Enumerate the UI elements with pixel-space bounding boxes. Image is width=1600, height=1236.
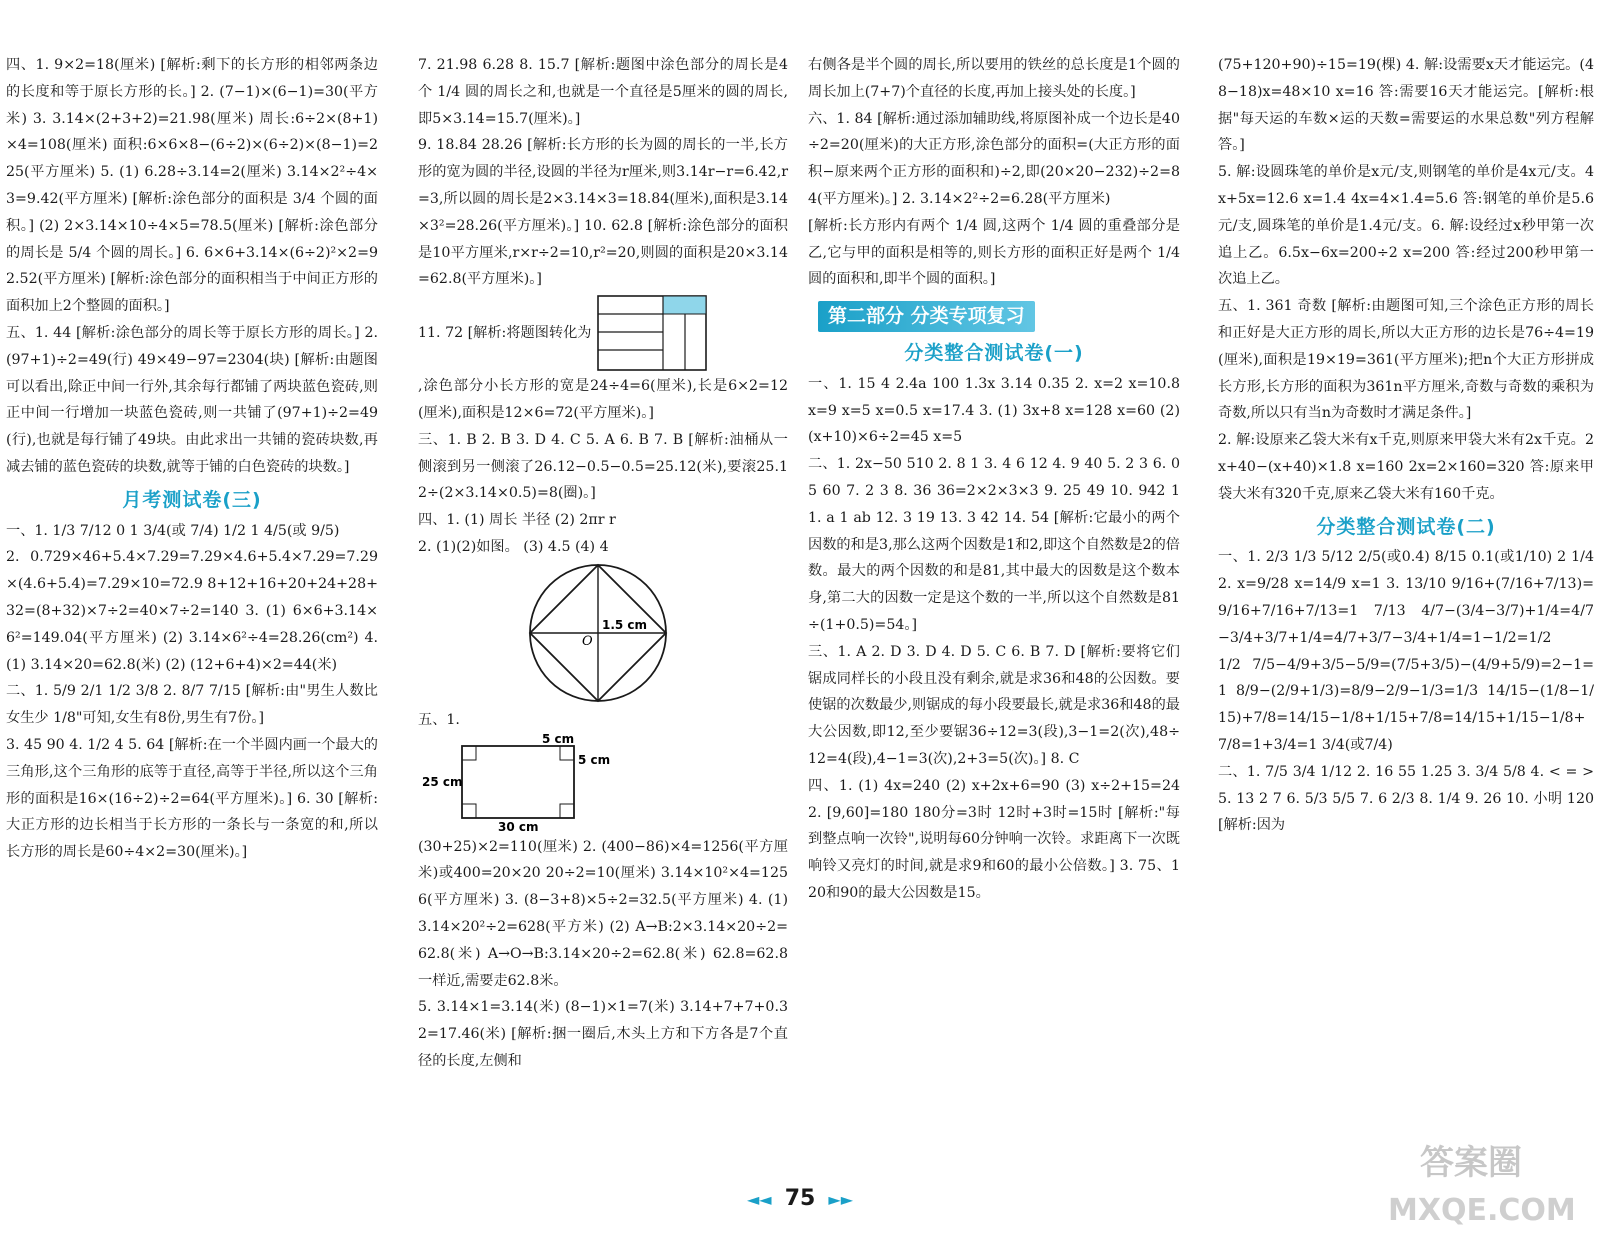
section-title: 分类整合测试卷(一) [904, 341, 1084, 364]
answer-block: 9. 18.84 28.26 [解析:长方形的长为圆的周长的一半,长方形的宽为圆的半径,设圆的半径为r厘米,则3.14r−r=6.42,r=3,所以圆的周长是2×3.14×3=18.84(厘米),面积是3.14×3²=28.26(平方厘米)。] 10. 62.8 [解析:涂色部分的面积是10平方厘米,r×r÷2=10,r²=20,则圆的面积是20×3.14=62.8(平方厘米)。] [418, 137, 788, 288]
answer-block: 二、1. 2x−50 510 2. 8 1 3. 4 6 12 4. 9 40 5. 2 3 6. 0 5 60 7. 2 3 8. 36 36=2×2×3×3 9. 25 49 10. 942 11. a 1 ab 12. 3 19 13. 3 42 14. 54 [解析:它最小的两个因数的和是3,那么这两个因数是1和2,即这个自然数是2的倍数。最大的两个因数的和是81,其中最大的因数是这个数本身,第二大的因数一定是这个数的一半,所以这个自然数是81÷(1+0.5)=54。] [808, 456, 1180, 633]
answer-block: (30+25)×2=110(厘米) 2. (400−86)×4=1256(平方厘米)或400=20×20 20÷2=10(厘米) 3.14×10²×4=1256(平方厘米) 3. (8−3+8)×5÷2=32.5(平方厘米) 4. (1) 3.14×20²÷2=628(平方米) (2) A→B:2×3.14×20÷2=62.8(米) A→O→B:3.14×20÷2=62.8(米) 62.8=62.8 一样近,需要走62.8米。 [418, 838, 788, 989]
page-footer [0, 1186, 1600, 1211]
answer-block: 三、1. B 2. B 3. D 4. C 5. A 6. B 7. B [解析:油桶从一侧滚到另一侧滚了26.12−0.5−0.5=25.12(米),要滚25.12÷(2×3.14×0.5)=8(圈)。] [418, 431, 788, 502]
rectangle-corners-figure [418, 734, 788, 834]
bottom-dim-label: 30 cm [498, 819, 539, 834]
answer-block: 四、1. 9×2=18(厘米) [解析:剩下的长方形的相邻两条边的长度和等于原长方形的长。] 2. (7−1)×(6−1)=30(平方米) 3. 3.14×(2+3+2)=21.98(厘米) 周长:6÷2×(8+1)×4=108(厘米) 面积:6×6×8−(6÷2)×(6÷2)×(8−1)=225(平方厘米) 5. (1) 6.28÷3.14=2(厘米) 3.14×2²÷4×3=9.42(平方厘米) [解析:涂色部分的面积是 3/4 个圆的面积。] (2) 2×3.14×10÷4×5=78.5(厘米) [解析:涂色部分的周长是 5/4 个圆的周长。] 6. 6×6+3.14×(6÷2)²×2=92.52(平方厘米) [解析:涂色部分的面积相当于中间正方形的面积加上2个整圆的面积。] [6, 57, 378, 315]
answer-block: 5. 解:设圆珠笔的单价是x元/支,则钢笔的单价是4x元/支。4x+5x=12.6 x=1.4 4x=4×1.4=5.6 答:钢笔的单价是5.6元/支,圆珠笔的单价是1.4元/支。6. 解:设经过x秒甲第一次追上乙。6.5x−6x=200÷2 x=200 答:经过200秒甲第一次追上乙。 [1218, 164, 1594, 288]
watermark-line1: 答案圈 [1420, 1143, 1522, 1183]
answer-block: 五、1. 361 奇数 [解析:由题图可知,三个涂色正方形的周长和正好是大正方形的周长,所以大正方形的边长是76÷4=19(厘米),面积是19×19=361(平方厘米);把n个大正方形拼成长方形,长方形的面积为361n平方厘米,奇数与奇数的乘积为奇数,所以只有当n为奇数时才满足条件。] [1218, 298, 1594, 422]
rectangle-grid-figure [597, 295, 707, 371]
answer-block: 2. 解:设原来乙袋大米有x千克,则原来甲袋大米有2x千克。2x+40−(x+40)×1.8 x=160 2x=2×160=320 答:原来甲袋大米有320千克,原来乙袋大米有160千克。 [1218, 432, 1594, 502]
answer-block: 一、1. 1/3 7/12 0 1 3/4(或 7/4) 1/2 1 4/5(或 9/5) [6, 522, 340, 539]
answer-block: 一、1. 2/3 1/3 5/12 2/5(或0.4) 8/15 0.1(或1/10) 2 1/4 2. x=9/28 x=14/9 x=1 3. 13/10 9/16+(7/16+7/13)=9/16+7/16+7/13=1 7/13 4/7−(3/4−3/7)+1/4=4/7−3/4+3/7+1/4=4/7+3/7−3/4+1/4=1−1/2=1/2 [1218, 549, 1594, 646]
section-title: 分类整合测试卷(二) [1316, 515, 1496, 538]
answer-block: 一、1. 15 4 2.4a 100 1.3x 3.14 0.35 2. x=2 x=10.8 x=9 x=5 x=0.5 x=17.4 3. (1) 3x+8 x=128 x=60 (2) (x+10)×6÷2=45 x=5 [808, 375, 1180, 446]
answer-block: 四、1. (1) 周长 半径 (2) 2πr r [418, 512, 616, 529]
answer-block: 11. 72 [解析:将题图转化为 [418, 324, 592, 341]
answer-block: 二、1. 5/9 2/1 1/2 3/8 2. 8/7 7/15 [解析:由"男生人数比女生少 1/8"可知,女生有8份,男生有7份。] [6, 683, 378, 727]
circle-center-label: O [582, 633, 593, 649]
answer-column-3 [808, 52, 1180, 907]
answer-column-2 [418, 52, 788, 1075]
answer-block: [解析:长方形内有两个 1/4 圆,这两个 1/4 圆的重叠部分是乙,它与甲的面积是相等的,则长方形的面积正好是两个 1/4 圆的面积和,即半个圆的面积。] [808, 217, 1180, 288]
watermark-logo [1380, 1134, 1590, 1230]
section-title: 月考测试卷(三) [122, 488, 262, 511]
answer-block: 右侧各是半个圆的周长,所以要用的铁丝的总长度是1个圆的周长加上(7+7)个直径的长度,再加上接头处的长度。] [808, 57, 1180, 100]
radius-label: 1.5 cm [602, 617, 648, 632]
watermark-line2: MXQE.COM [1388, 1193, 1576, 1228]
next-arrow-icon: ►► [828, 1190, 854, 1209]
answer-block: 三、1. A 2. D 3. D 4. D 5. C 6. B 7. D [解析:要将它们锯成同样长的小段且没有剩余,就是求36和48的公因数。要使锯的次数最少,则锯成的每小段要最长,就是求36和48的最大公因数,即12,至少要锯36÷12=3(段),3−1=2(次),48÷12=4(段),4−1=3(次),2+3=5(次)。] 8. C [808, 643, 1180, 767]
answer-block: 1/2 7/5−4/9+3/5−5/9=(7/5+3/5)−(4/9+5/9)=2−1=1 8/9−(2/9+1/3)=8/9−2/9−1/3=1/3 14/15−(1/8−1/15)+7/8=14/15−1/8+1/15+7/8=14/15+1/15−1/8+7/8=1+3/4=1 3/4(或7/4) [1218, 656, 1594, 753]
part-title: 第二部分 分类专项复习 [818, 301, 1035, 332]
right-dim-label: 5 cm [578, 752, 611, 767]
answer-column-1 [6, 52, 378, 866]
answer-block: 5. 3.14×1=3.14(米) (8−1)×1=7(米) 3.14+7+7+0.32=17.46(米) [解析:捆一圈后,木头上方和下方各是7个直径的长度,左侧和 [418, 999, 788, 1069]
prev-arrow-icon: ◄◄ [746, 1190, 772, 1209]
answer-block: 7. 21.98 6.28 8. 15.7 [解析:题图中涂色部分的周长是4个 1/4 圆的周长之和,也就是一个直径是5厘米的圆的周长,即5×3.14=15.7(厘米)。] [418, 57, 788, 127]
answer-block: 二、1. 7/5 3/4 1/12 2. 16 55 1.25 3. 3/4 5/8 4. < = > 5. 13 2 7 6. 5/3 5/5 7. 6 2/3 8. 1/4 9. 26 10. 小明 120 [解析:因为 [1218, 763, 1594, 834]
answer-block: 五、1. 44 [解析:涂色部分的周长等于原长方形的周长。] 2. (97+1)÷2=49(行) 49×49−97=2304(块) [解析:由题图可以看出,除正中间一行外,其余每行都铺了两块蓝色瓷砖,则正中间一行增加一块蓝色瓷砖,则一共铺了(97+1)÷2=49(行),也就是每行铺了49块。由此求出一共铺的瓷砖块数,再减去铺的蓝色瓷砖的块数,就等于铺的白色瓷砖的块数。] [6, 324, 378, 475]
page-number: 75 [784, 1186, 816, 1211]
answer-block: 2. 0.729×46+5.4×7.29=7.29×4.6+5.4×7.29=7.29×(4.6+5.4)=7.29×10=72.9 8+12+16+20+24+28+32=(8+32)×7÷2=40×7÷2=140 3. (1) 6×6+3.14×6²=149.04(平方厘米) (2) 3.14×6²÷4=28.26(cm²) 4. (1) 3.14×20=62.8(米) (2) (12+6+4)×2=44(米) [6, 549, 378, 673]
answer-block: 六、1. 84 [解析:通过添加辅助线,将原图补成一个边长是40÷2=20(厘米)的大正方形,涂色部分的面积=(大正方形的面积−原来两个正方形的面积和)÷2,即(20×20−232)÷2=84(平方厘米)。] 2. 3.14×2²÷2=6.28(平方厘米) [808, 110, 1180, 207]
circle-square-figure [418, 561, 788, 707]
answer-block: (75+120+90)÷15=19(棵) 4. 解:设需要x天才能运完。(48−18)x=48×10 x=16 答:需要16天才能运完。[解析:根据"每天运的车数×运的天数=需要运的水果总数"列方程解答。] [1218, 57, 1594, 154]
answer-block: 四、1. (1) 4x=240 (2) x+2x+6=90 (3) x÷2+15=24 2. [9,60]=180 180分=3时 12时+3时=15时 [解析:"每到整点响一次铃",说明每60分钟响一次铃。求距离下一次既响铃又亮灯的时间,就是求9和60的最小公倍数。] 3. 75、120和90的最大公因数是15。 [808, 777, 1180, 901]
top-dim-label: 5 cm [542, 733, 575, 746]
answer-block: 2. (1)(2)如图。 (3) 4.5 (4) 4 [418, 538, 609, 555]
left-dim-label: 25 cm [422, 774, 463, 789]
answer-block: 3. 45 90 4. 1/2 4 5. 64 [解析:在一个半圆内画一个最大的三角形,这个三角形的底等于直径,高等于半径,所以这个三角形的面积是16×(16÷2)÷2=64(平方厘米)。] 6. 30 [解析:大正方形的边长相当于长方形的一条长与一条宽的和,所以长方形的周长是60÷4×2=30(厘米)。] [6, 736, 378, 861]
answer-block: ,涂色部分小长方形的宽是24÷4=6(厘米),长是6×2=12(厘米),面积是12×6=72(平方厘米)。] [418, 378, 788, 421]
answer-column-4 [1218, 52, 1594, 839]
answer-block: 五、1. [418, 711, 460, 728]
